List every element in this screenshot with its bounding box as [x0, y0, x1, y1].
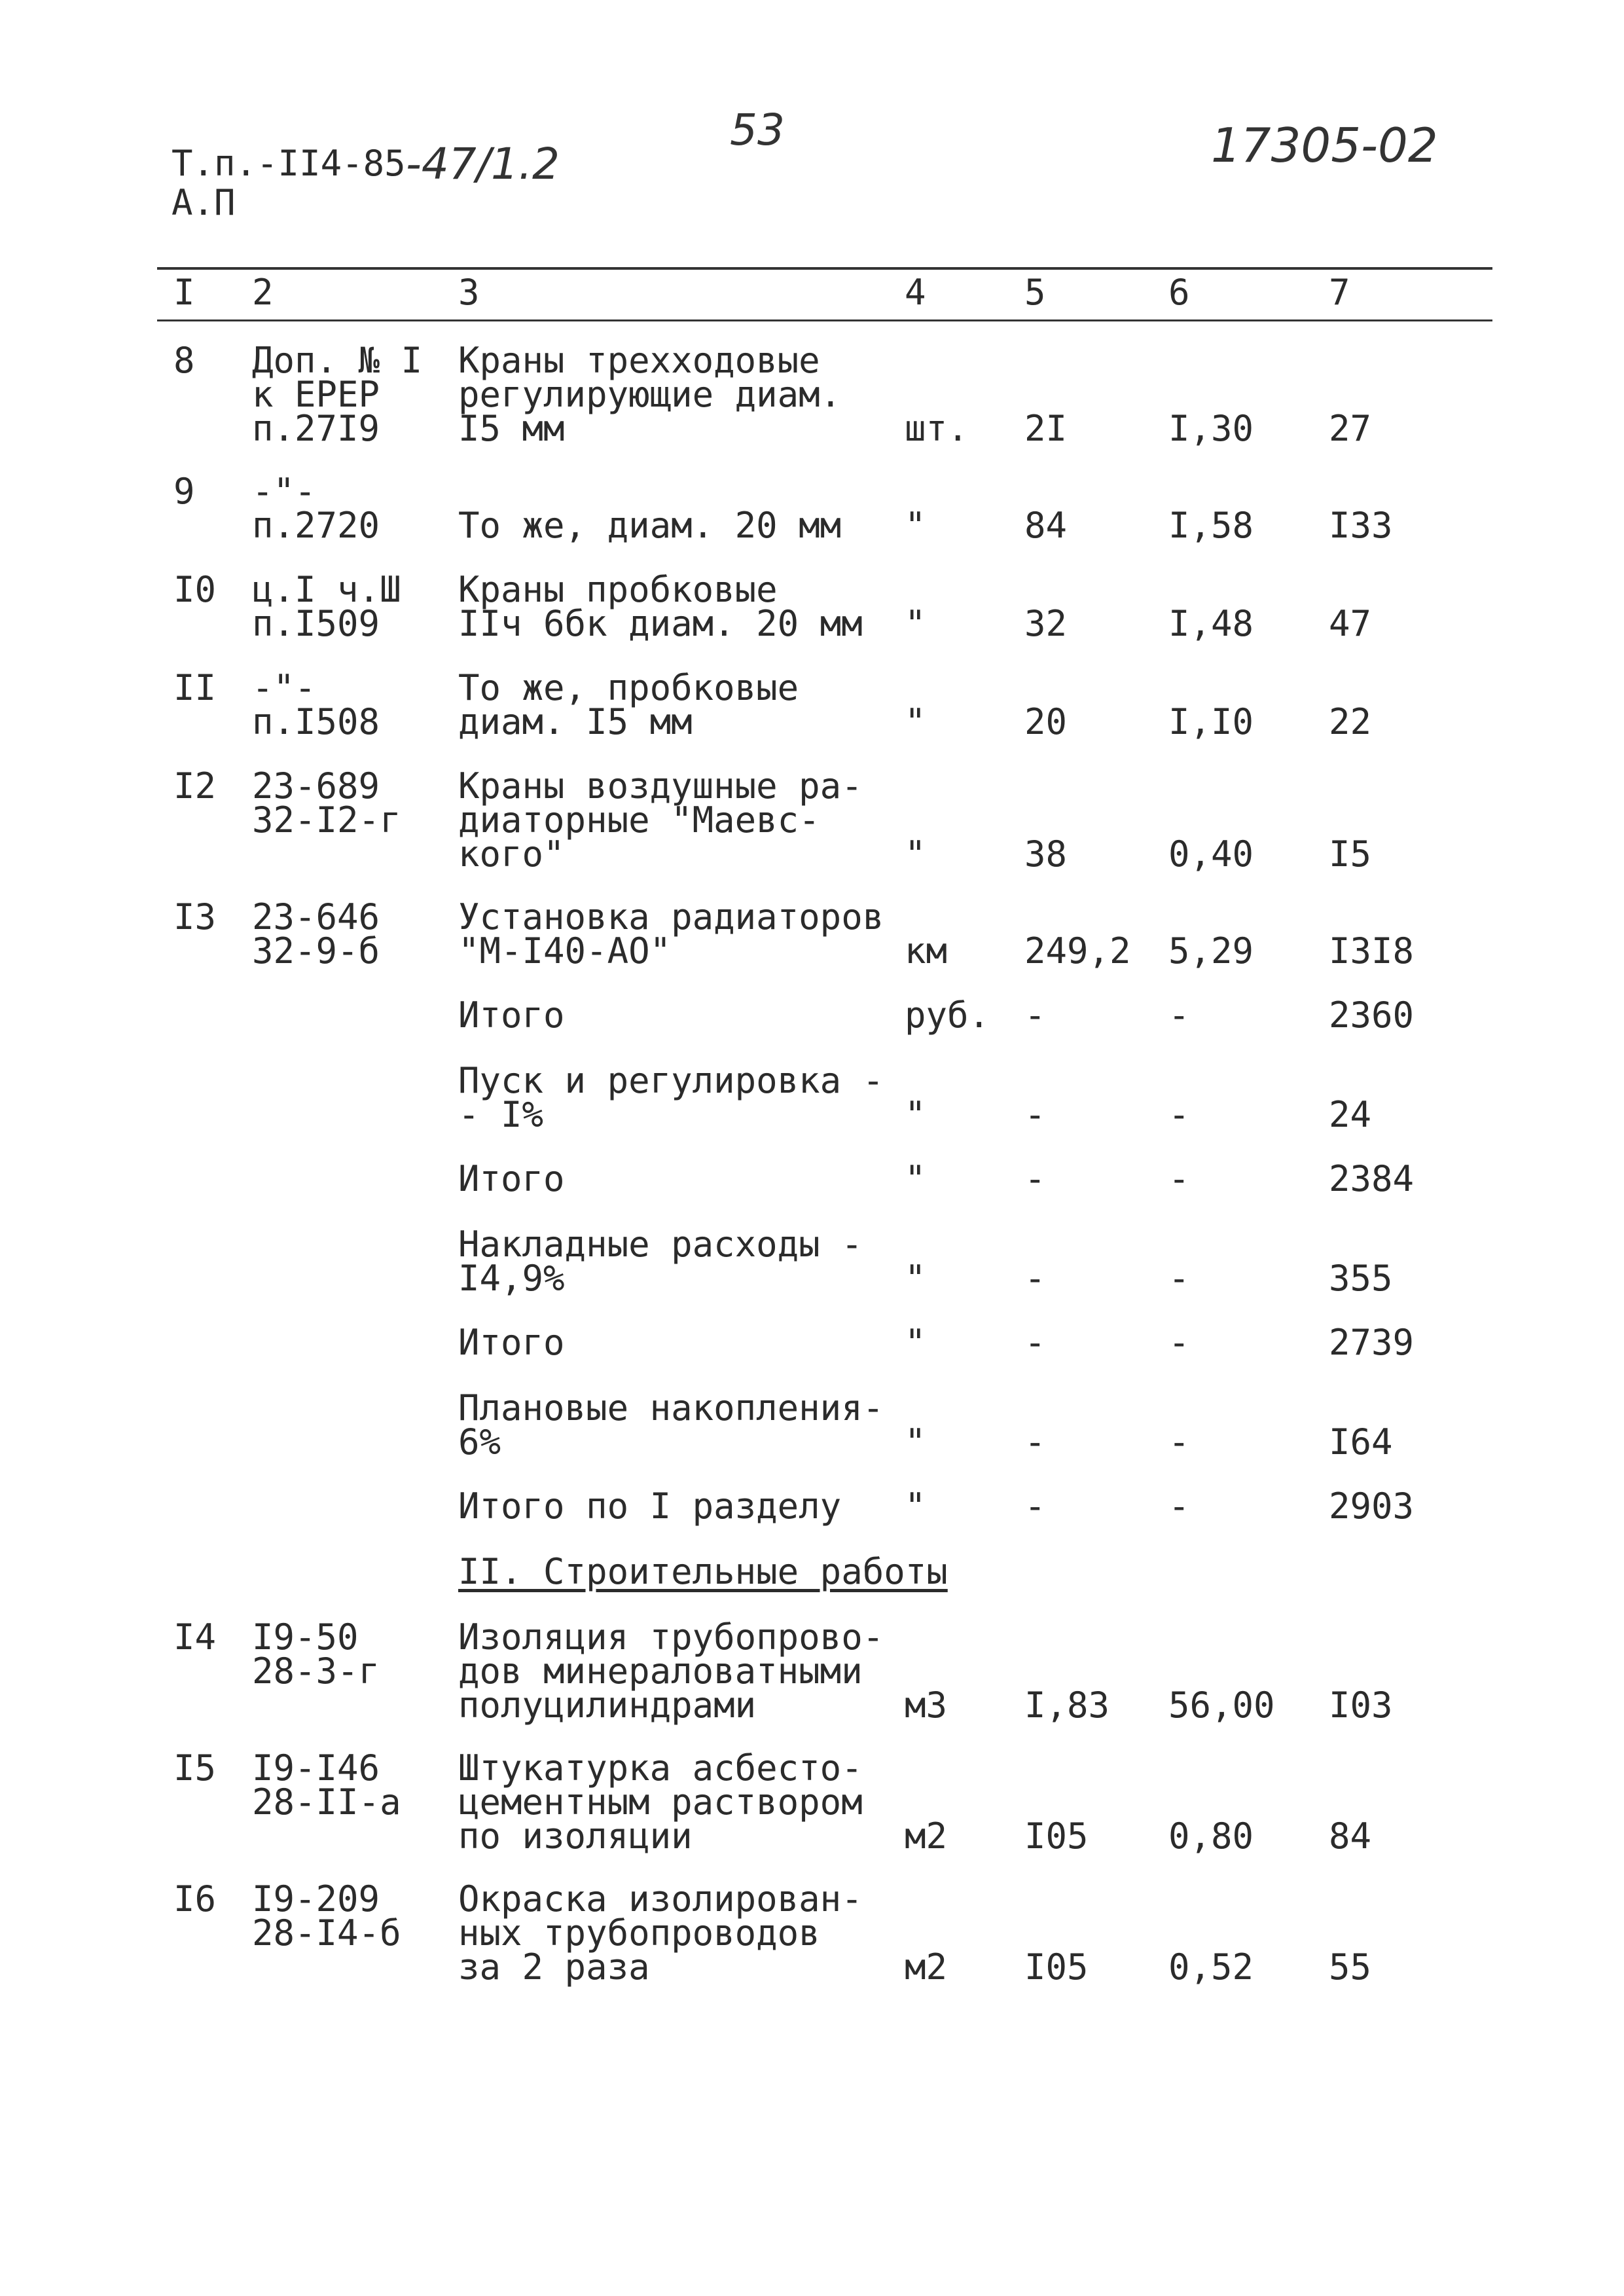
work-description: "М-I40-АО" — [458, 930, 672, 972]
rate-reference: п.27I9 — [252, 408, 380, 449]
unit: м3 — [905, 1685, 948, 1726]
rate-reference: 28-II-а — [252, 1781, 401, 1823]
quantity: - — [1024, 1421, 1046, 1463]
quantity: - — [1024, 1094, 1046, 1135]
unit-price: 0,52 — [1168, 1946, 1254, 1988]
work-description: Штукатурка асбесто- — [458, 1747, 863, 1789]
column-header-row — [0, 272, 1624, 324]
work-description: Итого по I разделу — [458, 1485, 842, 1527]
quantity: 32 — [1024, 603, 1068, 644]
work-description: То же, пробковые — [458, 667, 799, 708]
rate-reference: 23-689 — [252, 765, 380, 807]
column-header: 4 — [905, 272, 926, 313]
rate-reference: 23-646 — [252, 896, 380, 938]
unit: км — [905, 930, 948, 972]
unit: " — [905, 1258, 926, 1299]
column-header: 3 — [458, 272, 480, 313]
unit-price: - — [1168, 994, 1190, 1036]
quantity: 38 — [1024, 833, 1068, 875]
work-description: Краны воздушные ра- — [458, 765, 863, 807]
total-cost: 84 — [1329, 1815, 1372, 1857]
work-description: Плановые накопления- — [458, 1387, 884, 1429]
unit-price: - — [1168, 1322, 1190, 1363]
work-description: Пуск и регулировка - — [458, 1060, 884, 1101]
quantity: 84 — [1024, 505, 1068, 546]
unit: " — [905, 1158, 926, 1199]
quantity: 2I — [1024, 408, 1068, 449]
table-top-rule — [157, 267, 1492, 270]
rate-reference: -"- — [252, 667, 316, 708]
unit-price: - — [1168, 1094, 1190, 1135]
unit-price: - — [1168, 1485, 1190, 1527]
work-description: Итого — [458, 994, 565, 1036]
rate-reference: Доп. № I — [252, 340, 423, 381]
work-description: IIч 6бк диам. 20 мм — [458, 603, 863, 644]
total-cost: 47 — [1329, 603, 1372, 644]
column-header: 5 — [1024, 272, 1046, 313]
doc-code: Т.п.-II4-85 — [171, 143, 406, 184]
row-number: 8 — [173, 340, 195, 381]
unit: " — [905, 833, 926, 875]
unit-price: 5,29 — [1168, 930, 1254, 972]
total-cost: 2903 — [1329, 1485, 1415, 1527]
rate-reference: п.I508 — [252, 701, 380, 742]
total-cost: 24 — [1329, 1094, 1372, 1135]
total-cost: I5 — [1329, 833, 1372, 875]
unit: руб. — [905, 994, 990, 1036]
unit-price: - — [1168, 1158, 1190, 1199]
column-header: 7 — [1329, 272, 1350, 313]
row-number: 9 — [173, 471, 195, 512]
quantity: - — [1024, 1158, 1046, 1199]
total-cost: 355 — [1329, 1258, 1393, 1299]
total-cost: I64 — [1329, 1421, 1393, 1463]
rate-reference: ц.I ч.Ш — [252, 569, 401, 610]
work-description: за 2 раза — [458, 1946, 650, 1988]
row-number: I0 — [173, 569, 217, 610]
quantity: - — [1024, 994, 1046, 1036]
unit-price: I,48 — [1168, 603, 1254, 644]
row-number: I5 — [173, 1747, 217, 1789]
rate-reference: 28-I4-б — [252, 1912, 401, 1954]
page-number: 53 — [730, 105, 785, 155]
unit: " — [905, 1322, 926, 1363]
page-header — [0, 0, 1624, 262]
work-description: - I% — [458, 1094, 544, 1135]
work-description: Краны пробковые — [458, 569, 778, 610]
quantity: - — [1024, 1322, 1046, 1363]
archive-number: 17305-02 — [1211, 118, 1438, 173]
work-description: полуцилиндрами — [458, 1685, 757, 1726]
work-description: цементным раствором — [458, 1781, 863, 1823]
unit: " — [905, 505, 926, 546]
unit: " — [905, 603, 926, 644]
work-description: регулирующие диам. — [458, 374, 842, 415]
rate-reference: I9-I46 — [252, 1747, 380, 1789]
quantity: I,83 — [1024, 1685, 1110, 1726]
quantity: 20 — [1024, 701, 1068, 742]
unit: " — [905, 701, 926, 742]
work-description: Окраска изолирован- — [458, 1878, 863, 1920]
unit-price: 56,00 — [1168, 1685, 1275, 1726]
unit: " — [905, 1485, 926, 1527]
work-description: дов минераловатными — [458, 1650, 863, 1692]
column-header: 2 — [252, 272, 274, 313]
quantity: I05 — [1024, 1946, 1089, 1988]
row-number: II — [173, 667, 217, 708]
total-cost: 55 — [1329, 1946, 1372, 1988]
total-cost: I33 — [1329, 505, 1393, 546]
unit-price: 0,80 — [1168, 1815, 1254, 1857]
table-header-rule — [157, 319, 1492, 321]
row-number: I3 — [173, 896, 217, 938]
total-cost: I03 — [1329, 1685, 1393, 1726]
unit: шт. — [905, 408, 969, 449]
rate-reference: 32-I2-г — [252, 799, 401, 841]
work-description: Итого — [458, 1322, 565, 1363]
column-header: 6 — [1168, 272, 1190, 313]
rate-reference: к ЕРЕР — [252, 374, 380, 415]
work-description: Изоляция трубопрово- — [458, 1616, 884, 1658]
rate-reference: 28-3-г — [252, 1650, 380, 1692]
unit-price: - — [1168, 1421, 1190, 1463]
work-description: 6% — [458, 1421, 501, 1463]
work-description: II. Строительные работы — [458, 1551, 948, 1592]
work-description: Итого — [458, 1158, 565, 1199]
row-number: I6 — [173, 1878, 217, 1920]
total-cost: 22 — [1329, 701, 1372, 742]
column-header: I — [173, 272, 195, 313]
work-description: диам. I5 мм — [458, 701, 693, 742]
work-description: кого" — [458, 833, 565, 875]
work-description: I4,9% — [458, 1258, 565, 1299]
unit: " — [905, 1094, 926, 1135]
unit-price: I,I0 — [1168, 701, 1254, 742]
work-description: по изоляции — [458, 1815, 693, 1857]
unit: " — [905, 1421, 926, 1463]
rate-reference: I9-209 — [252, 1878, 380, 1920]
work-description: Накладные расходы - — [458, 1224, 863, 1265]
row-number: I4 — [173, 1616, 217, 1658]
rate-reference: п.2720 — [252, 505, 380, 546]
total-cost: 2384 — [1329, 1158, 1415, 1199]
quantity: - — [1024, 1258, 1046, 1299]
work-description: диаторные "Маевс- — [458, 799, 820, 841]
rate-reference: I9-50 — [252, 1616, 359, 1658]
unit-price: I,30 — [1168, 408, 1254, 449]
total-cost: 2739 — [1329, 1322, 1415, 1363]
total-cost: I3I8 — [1329, 930, 1415, 972]
unit-price: I,58 — [1168, 505, 1254, 546]
rate-reference: -"- — [252, 471, 316, 512]
quantity: 249,2 — [1024, 930, 1131, 972]
unit-price: - — [1168, 1258, 1190, 1299]
doc-code-handwritten: -47/1.2 — [406, 139, 560, 189]
quantity: I05 — [1024, 1815, 1089, 1857]
work-description: ных трубопроводов — [458, 1912, 820, 1954]
work-description: Краны трехходовые — [458, 340, 820, 381]
quantity: - — [1024, 1485, 1046, 1527]
unit: м2 — [905, 1815, 948, 1857]
rate-reference: п.I509 — [252, 603, 380, 644]
work-description: То же, диам. 20 мм — [458, 505, 842, 546]
unit: м2 — [905, 1946, 948, 1988]
album-label: А.П — [171, 182, 236, 223]
row-number: I2 — [173, 765, 217, 807]
total-cost: 27 — [1329, 408, 1372, 449]
rate-reference: 32-9-б — [252, 930, 380, 972]
work-description: Установка радиаторов — [458, 896, 884, 938]
work-description: I5 мм — [458, 408, 565, 449]
total-cost: 2360 — [1329, 994, 1415, 1036]
unit-price: 0,40 — [1168, 833, 1254, 875]
